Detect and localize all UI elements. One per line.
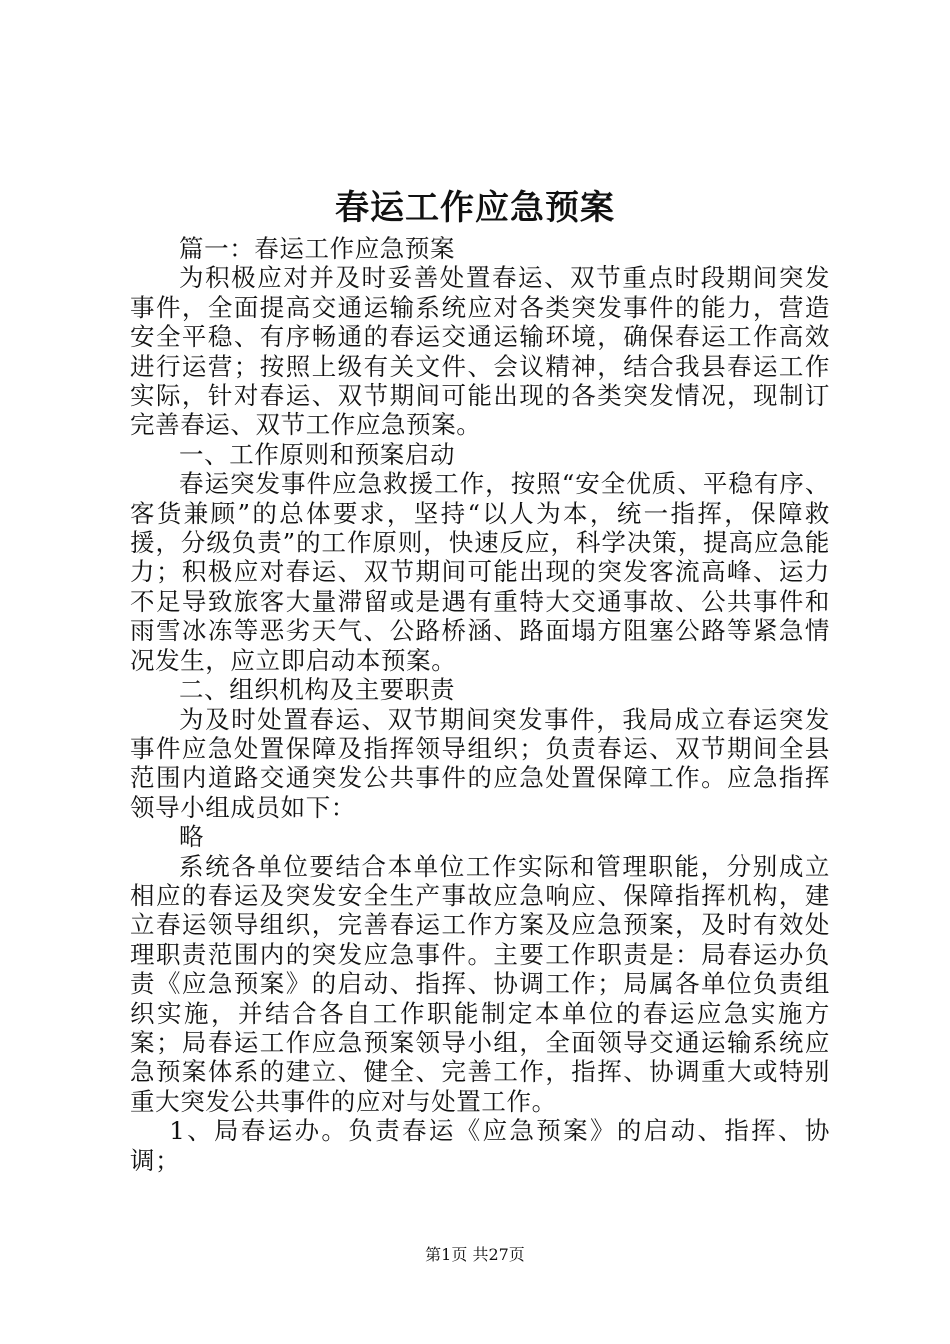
- section-heading: 一、工作原则和预案启动: [179, 439, 456, 469]
- body-paragraph: 春运突发事件应急救援工作，按照“安全优质、平稳有序、客货兼顾”的总体要求，坚持“以人为本，统一指挥，保障救援，分级负责”的工作原则，快速反应，科学决策，提高应急能力；积极应对春运、双节期间可能出现的突发客流高峰、运力不足导致旅客大量滞留或是遇有重特大交通事故、公共事件和雨雪冰冻等恶劣天气、公路桥涵、路面塌方阻塞公路等紧急情况发生，应立即启动本预案。: [130, 469, 830, 675]
- body-paragraph: 为及时处置春运、双节期间突发事件，我局成立春运突发事件应急处置保障及指挥领导组织；负责春运、双节期间全县范围内道路交通突发公共事件的应急处置保障工作。应急指挥领导小组成员如下：: [130, 704, 830, 822]
- numbered-item: 1、局春运办。负责春运《应急预案》的启动、指挥、协调；: [130, 1116, 830, 1175]
- page-number: 第1页 共27页: [425, 1245, 525, 1264]
- section-heading: 二、组织机构及主要职责: [179, 675, 456, 705]
- body-paragraph: 为积极应对并及时妥善处置春运、双节重点时段期间突发事件，全面提高交通运输系统应对各类突发事件的能力，营造安全平稳、有序畅通的春运交通运输环境，确保春运工作高效进行运营；按照上级有关文件、会议精神，结合我县春运工作实际，针对春运、双节期间可能出现的各类突发情况，现制订完善春运、双节工作应急预案。: [130, 263, 830, 440]
- document-body: [130, 234, 830, 1175]
- body-paragraph: 略: [179, 822, 205, 852]
- section-heading: 篇一：春运工作应急预案: [179, 234, 456, 263]
- body-paragraph: 系统各单位要结合本单位工作实际和管理职能，分别成立相应的春运及突发安全生产事故应急响应、保障指挥机构，建立春运领导组织，完善春运工作方案及应急预案，及时有效处理职责范围内的突发应急事件。主要工作职责是：局春运办负责《应急预案》的启动、指挥、协调工作；局属各单位负责组织实施，并结合各自工作职能制定本单位的春运应急实施方案；局春运工作应急预案领导小组，全面领导交通运输系统应急预案体系的建立、健全、完善工作，指挥、协调重大或特别重大突发公共事件的应对与处置工作。: [130, 851, 830, 1116]
- document-title: 春运工作应急预案: [335, 188, 615, 228]
